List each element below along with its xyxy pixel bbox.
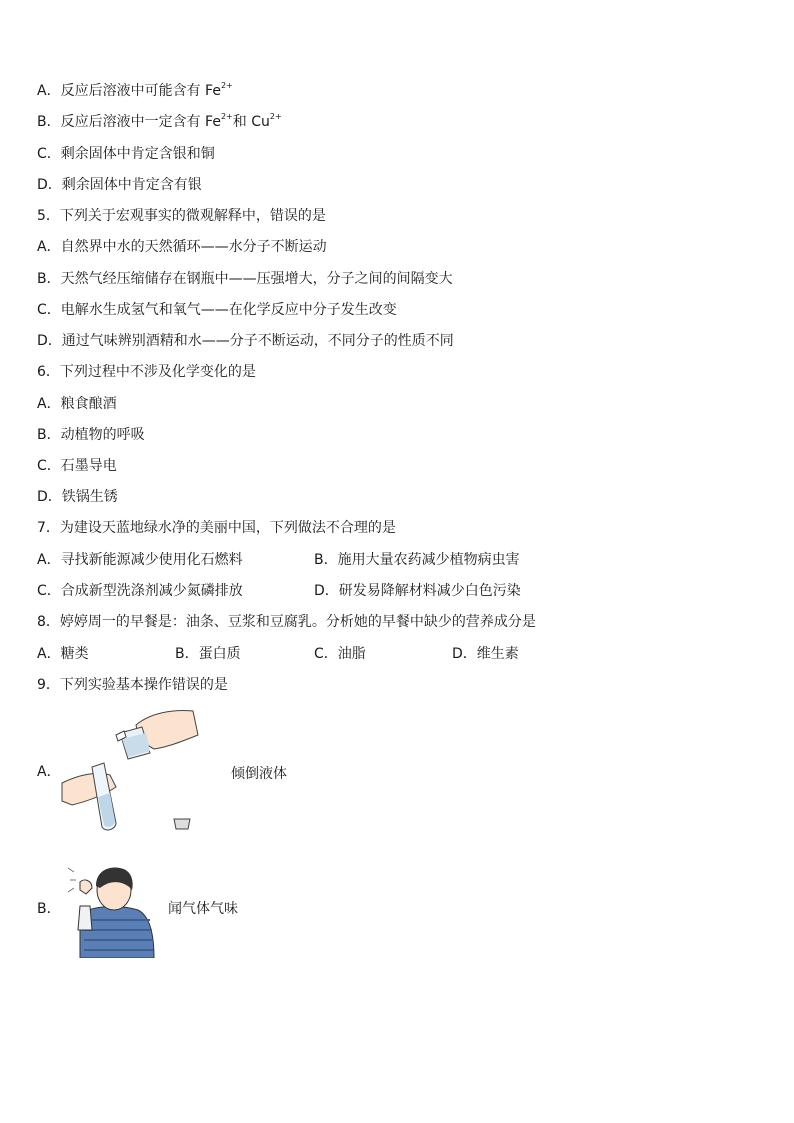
- q9-stem: 9．下列实验基本操作错误的是: [37, 677, 228, 693]
- q6-option-b: B．动植物的呼吸: [37, 427, 145, 443]
- q6-option-c: C．石墨导电: [37, 458, 117, 474]
- q5-stem: 5．下列关于宏观事实的微观解释中，错误的是: [37, 208, 326, 224]
- q7-stem: 7．为建设天蓝地绿水净的美丽中国，下列做法不合理的是: [37, 520, 396, 536]
- q8-stem: 8．婷婷周一的早餐是：油条、豆浆和豆腐乳。分析她的早餐中缺少的营养成分是: [37, 614, 536, 630]
- q8-option-d: D．维生素: [452, 646, 519, 662]
- q7-option-d: D．研发易降解材料减少白色污染: [314, 583, 521, 599]
- q5-option-b: B．天然气经压缩储存在钢瓶中——压强增大，分子之间的间隔变大: [37, 271, 453, 287]
- q9-fig-a-letter: A．: [37, 764, 61, 780]
- q7-option-a: A．寻找新能源减少使用化石燃料: [37, 552, 243, 568]
- q9-fig-b-caption: 闻气体气味: [168, 901, 238, 917]
- smelling-gas-illustration: [62, 858, 158, 958]
- q4-option-a: A．反应后溶液中可能含有 $Fe^{2+}$: [37, 81, 233, 99]
- q8-option-b: B．蛋白质: [175, 646, 241, 662]
- q6-option-a: A．粮食酿酒: [37, 396, 117, 412]
- q5-option-a: A．自然界中水的天然循环——水分子不断运动: [37, 239, 327, 255]
- q9-fig-b-letter: B．: [37, 901, 61, 917]
- q7-option-c: C．合成新型洗涤剂减少氮磷排放: [37, 583, 243, 599]
- q8-option-a: A．糖类: [37, 646, 89, 662]
- q6-option-d: D．铁锅生锈: [37, 489, 118, 505]
- pouring-liquid-illustration: [58, 705, 208, 835]
- q4-option-b: B．反应后溶液中一定含有 $Fe^{2+}$和 $Cu^{2+}$: [37, 112, 282, 130]
- q4-option-c: C．剩余固体中肯定含银和铜: [37, 146, 215, 162]
- q6-stem: 6．下列过程中不涉及化学变化的是: [37, 364, 256, 380]
- q5-option-d: D．通过气味辨别酒精和水——分子不断运动，不同分子的性质不同: [37, 333, 454, 349]
- q7-option-b: B．施用大量农药减少植物病虫害: [314, 552, 520, 568]
- q9-fig-a-caption: 倾倒液体: [231, 766, 287, 782]
- q8-option-c: C．油脂: [314, 646, 366, 662]
- q5-option-c: C．电解水生成氢气和氧气——在化学反应中分子发生改变: [37, 302, 397, 318]
- q4-option-d: D．剩余固体中肯定含有银: [37, 177, 202, 193]
